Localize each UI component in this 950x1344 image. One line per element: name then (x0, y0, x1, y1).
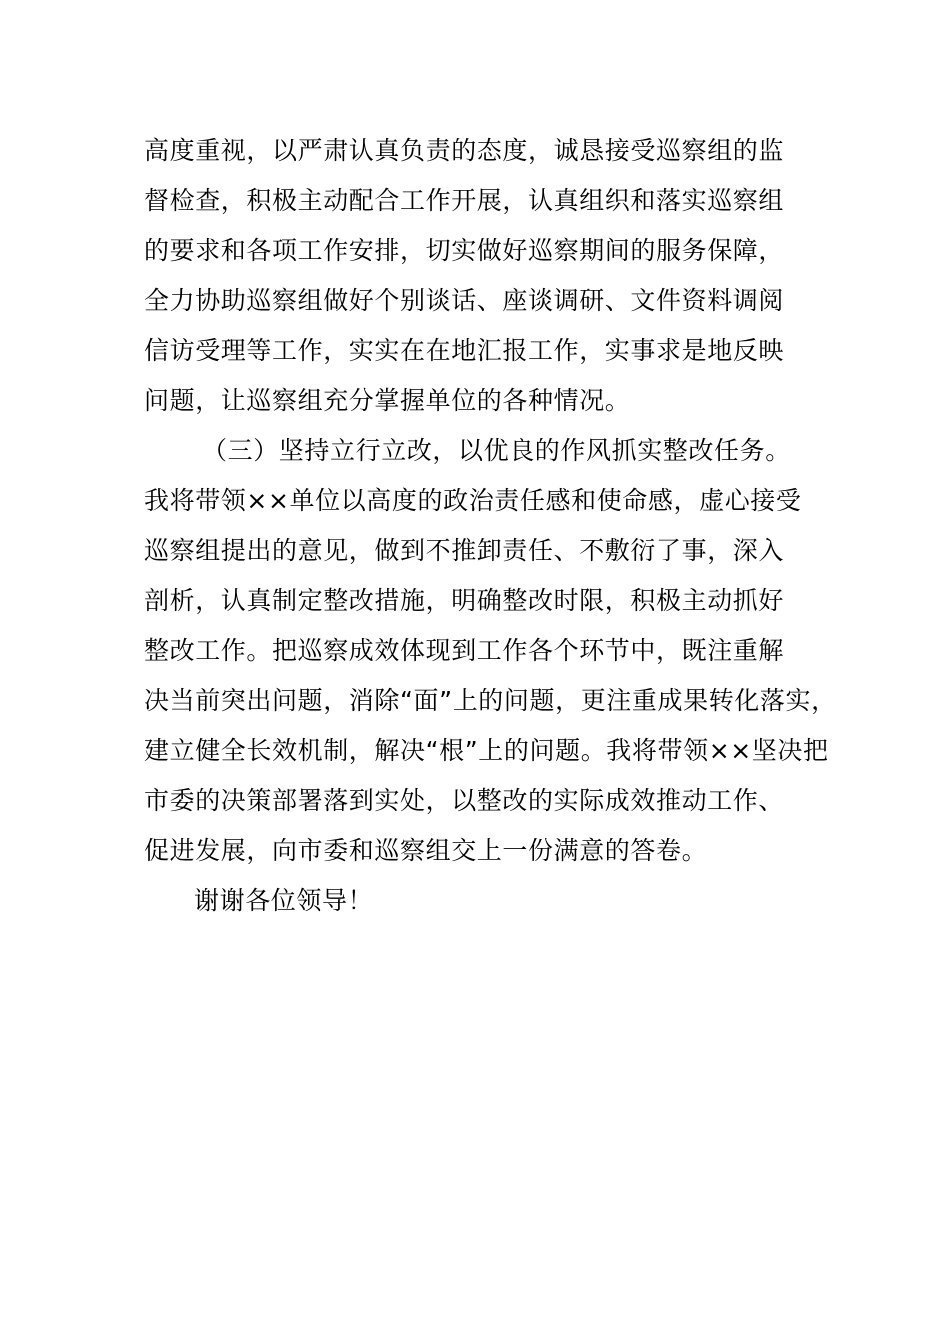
paragraph-line: 巡察组提出的意见，做到不推卸责任、不敷衍了事，深入 (144, 536, 785, 565)
paragraph-line: 剖析，认真制定整改措施，明确整改时限，积极主动抓好 (144, 586, 785, 615)
paragraph-line: 问题，让巡察组充分掌握单位的各种情况。 (144, 386, 631, 415)
paragraph-line: 的要求和各项工作安排，切实做好巡察期间的服务保障， (144, 236, 785, 265)
paragraph-line: 督检查，积极主动配合工作开展，认真组织和落实巡察组 (144, 186, 785, 215)
document-body (144, 126, 844, 926)
section-heading: （三）坚持立行立改，以优良的作风抓实整改任务。 (202, 436, 791, 465)
paragraph-line: 建立健全长效机制，解决“根”上的问题。我将带领××坚决把 (144, 736, 829, 765)
paragraph-line: 整改工作。把巡察成效体现到工作各个环节中，既注重解 (144, 636, 785, 665)
paragraph-line: 决当前突出问题，消除“面”上的问题，更注重成果转化落实， (144, 686, 837, 715)
paragraph-line: 信访受理等工作，实实在在地汇报工作，实事求是地反映 (144, 336, 785, 365)
closing-remark: 谢谢各位领导！ (194, 886, 374, 915)
paragraph-line: 我将带领××单位以高度的政治责任感和使命感，虚心接受 (144, 486, 802, 515)
paragraph-line: 全力协助巡察组做好个别谈话、座谈调研、文件资料调阅 (144, 286, 785, 315)
paragraph-line: 市委的决策部署落到实处，以整改的实际成效推动工作、 (144, 786, 785, 815)
paragraph-line: 高度重视，以严肃认真负责的态度，诚恳接受巡察组的监 (144, 136, 785, 165)
paragraph-line: 促进发展，向市委和巡察组交上一份满意的答卷。 (144, 836, 708, 865)
